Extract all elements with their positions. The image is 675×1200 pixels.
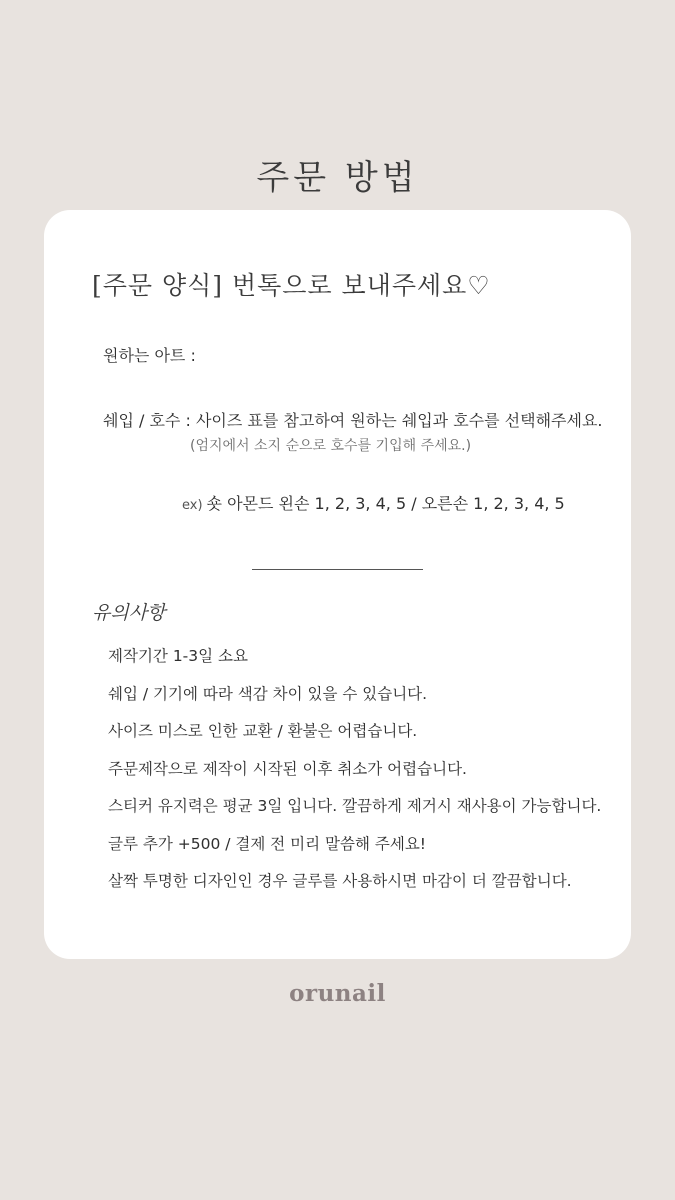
notice-item: 주문제작으로 제작이 시작된 이후 취소가 어렵습니다. [108,759,467,778]
example-text: 숏 아몬드 왼손 1, 2, 3, 4, 5 / 오른손 1, 2, 3, 4, 5 [206,494,565,513]
shape-size-note: (엄지에서 소지 순으로 호수를 기입해 주세요.) [190,438,472,454]
example-prefix: ex) [182,498,203,513]
notice-item: 제작기간 1-3일 소요 [108,647,248,665]
example-line [182,491,565,514]
notice-item: 살짝 투명한 디자인인 경우 글루를 사용하시면 마감이 더 깔끔합니다. [108,872,572,890]
notice-list [108,645,601,908]
brand-logo: orunail [289,980,386,1007]
order-form-title: [주문 양식] 번톡으로 보내주세요♡ [92,271,491,300]
page-title: 주문 방법 [256,158,419,198]
art-field-label: 원하는 아트 : [103,346,196,365]
notice-title: 유의사항 [92,602,166,624]
notice-item: 쉐입 / 기기에 따라 색감 차이 있을 수 있습니다. [108,684,428,703]
divider [252,569,423,570]
notice-item: 스티커 유지력은 평균 3일 입니다. 깔끔하게 제거시 재사용이 가능합니다. [108,797,602,815]
notice-item: 사이즈 미스로 인한 교환 / 환불은 어렵습니다. [108,722,418,740]
shape-size-field-label: 쉐입 / 호수 : 사이즈 표를 참고하여 원하는 쉐입과 호수를 선택해주세요. [103,411,603,430]
notice-item: 글루 추가 +500 / 결제 전 미리 말씀해 주세요! [108,834,427,853]
